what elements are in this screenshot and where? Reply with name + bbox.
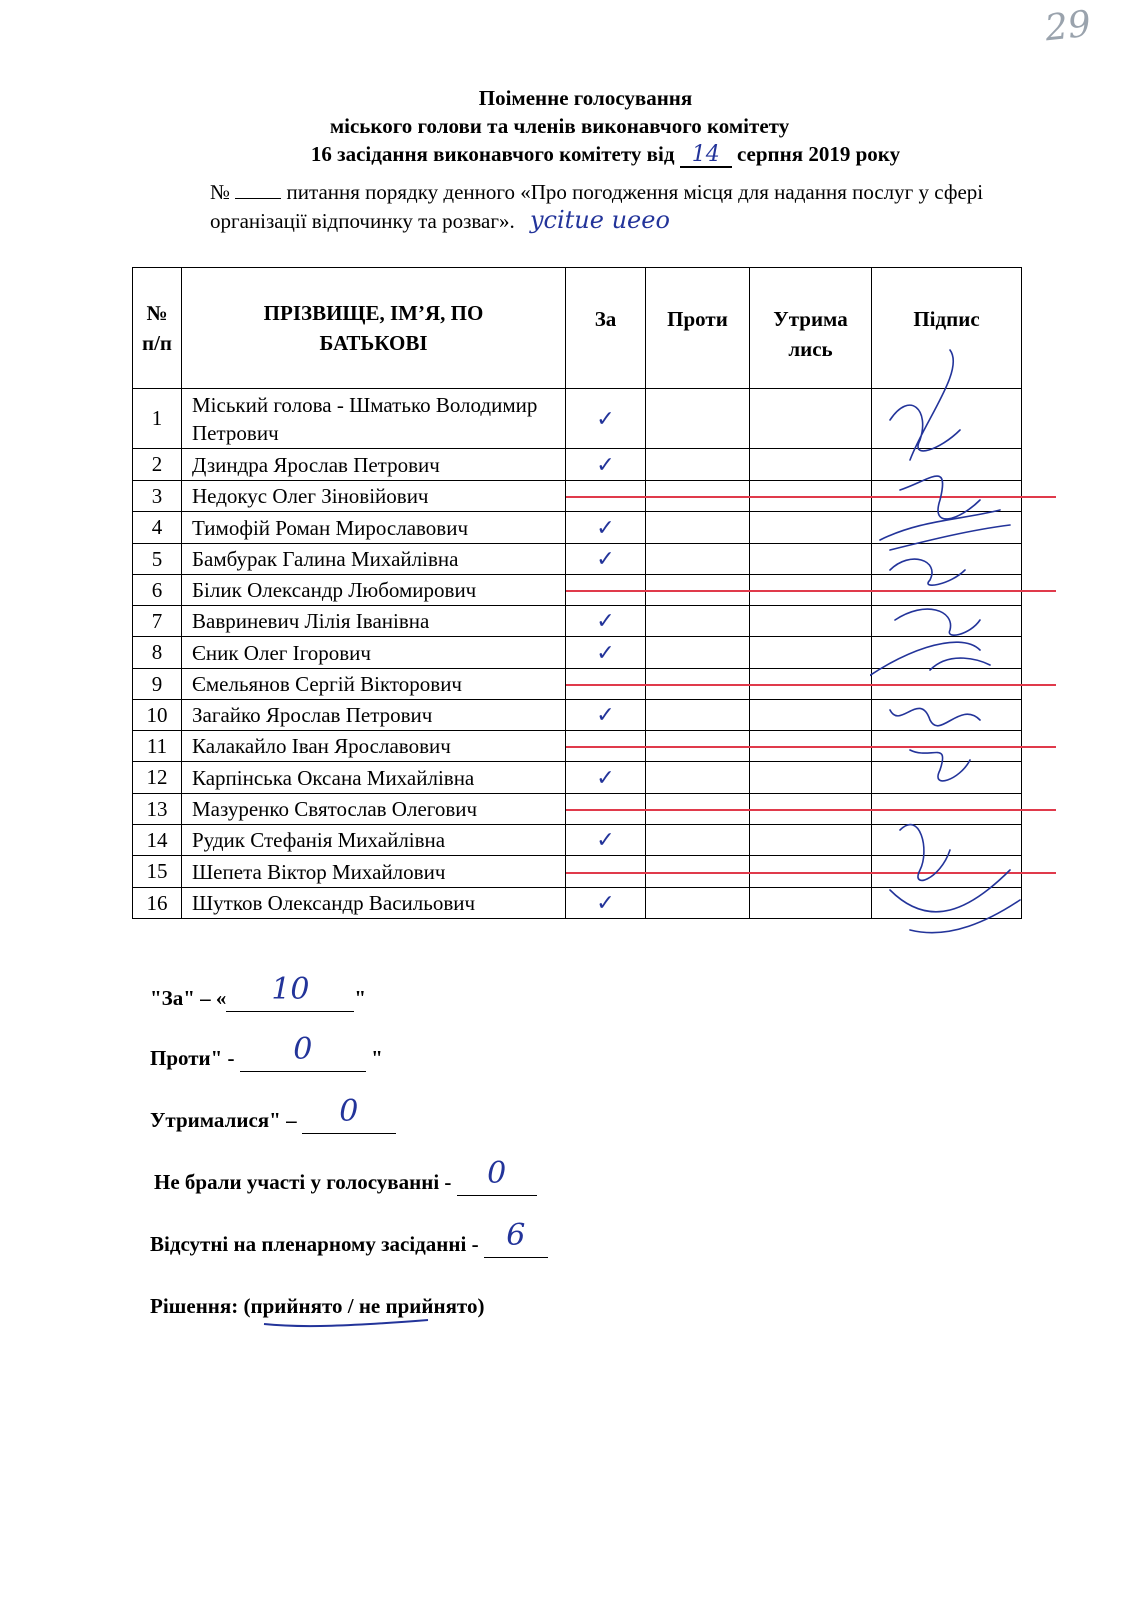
- row-vote-abstained: [750, 512, 872, 544]
- row-num: 7: [133, 606, 182, 637]
- totals-absent: [150, 1218, 548, 1258]
- row-vote-abstained: [750, 544, 872, 575]
- row-vote-for: ✓: [566, 888, 646, 919]
- totals-not-voted: [154, 1156, 537, 1196]
- meeting-label: 16 засідання виконавчого комітету від: [310, 142, 675, 166]
- row-vote-abstained: [750, 389, 872, 449]
- totals-absent-value: 6: [506, 1218, 526, 1253]
- row-vote-for: ✓: [566, 825, 646, 856]
- row-vote-abstained: [750, 637, 872, 669]
- decision-handwritten-underline: [262, 1316, 432, 1330]
- meeting-month-year: серпня 2019 року: [736, 142, 901, 166]
- row-num: 8: [133, 637, 182, 669]
- header-signature: Підпис: [872, 268, 1022, 389]
- row-name: Білик Олександр Любомирович: [182, 575, 566, 606]
- row-vote-for: ✓: [566, 700, 646, 731]
- agenda-subject: [210, 178, 1070, 235]
- header-meeting-date: [40, 140, 1131, 168]
- row-vote-against: [646, 700, 750, 731]
- document-header: [0, 84, 1131, 168]
- row-vote-abstained: [750, 762, 872, 794]
- row-name: Бамбурак Галина Михайлівна: [182, 544, 566, 575]
- row-vote-against: [646, 762, 750, 794]
- totals-abstained: [150, 1094, 396, 1134]
- totals-not-voted-label: Не брали участі у голосуванні -: [154, 1170, 452, 1194]
- totals-for-tail: ": [354, 986, 367, 1010]
- totals-against-value: 0: [293, 1032, 313, 1067]
- row-vote-for: ✓: [566, 449, 646, 481]
- row-num: 2: [133, 449, 182, 481]
- row-name: Шепета Віктор Михайлович: [182, 856, 566, 888]
- row-num: 16: [133, 888, 182, 919]
- row-vote-against: [646, 389, 750, 449]
- row-vote-against: [646, 888, 750, 919]
- row-num: 6: [133, 575, 182, 606]
- totals-for: [150, 972, 367, 1012]
- signatures-handwritten: [870, 290, 1060, 970]
- row-num: 3: [133, 481, 182, 512]
- row-vote-for: ✓: [566, 389, 646, 449]
- row-vote-against: [646, 637, 750, 669]
- row-name: Загайко Ярослав Петрович: [182, 700, 566, 731]
- row-vote-abstained: [750, 888, 872, 919]
- row-name: Міський голова - Шматько Володимир Петрович: [182, 389, 566, 449]
- header-num: № п/п: [133, 268, 182, 389]
- row-vote-for: ✓: [566, 544, 646, 575]
- handwritten-note: ycitue ueeo: [529, 206, 670, 234]
- row-num: 1: [133, 389, 182, 449]
- totals-absent-label: Відсутні на пленарному засіданні -: [150, 1232, 479, 1256]
- totals-not-voted-value: 0: [487, 1156, 507, 1191]
- totals-against-tail: ": [371, 1046, 383, 1070]
- row-vote-abstained: [750, 449, 872, 481]
- row-vote-against: [646, 512, 750, 544]
- header-name: ПРІЗВИЩЕ, ІМ’Я, ПО БАТЬКОВІ: [182, 268, 566, 389]
- row-num: 15: [133, 856, 182, 888]
- row-vote-against: [646, 544, 750, 575]
- row-name: Єник Олег Ігорович: [182, 637, 566, 669]
- totals-against-label: Проти" -: [150, 1046, 235, 1070]
- header-subtitle: міського голови та членів виконавчого комітету: [329, 114, 790, 138]
- header-against: Проти: [646, 268, 750, 389]
- row-name: Мазуренко Святослав Олегович: [182, 794, 566, 825]
- row-num: 5: [133, 544, 182, 575]
- header-abstained: Утрима лись: [750, 268, 872, 389]
- row-num: 13: [133, 794, 182, 825]
- row-vote-abstained: [750, 606, 872, 637]
- totals-abstained-value: 0: [339, 1094, 359, 1129]
- totals-for-label: "За" – «: [150, 986, 227, 1010]
- meeting-day-handwritten: 14: [680, 144, 732, 168]
- row-name: Недокус Олег Зіновійович: [182, 481, 566, 512]
- row-name: Тимофій Роман Мирославович: [182, 512, 566, 544]
- row-vote-abstained: [750, 700, 872, 731]
- header-title: Поіменне голосування: [478, 86, 693, 110]
- agenda-number-blank: [235, 198, 281, 199]
- row-vote-for: ✓: [566, 637, 646, 669]
- row-num: 11: [133, 731, 182, 762]
- row-num: 10: [133, 700, 182, 731]
- row-vote-for: ✓: [566, 762, 646, 794]
- row-name: Вавриневич Лілія Іванівна: [182, 606, 566, 637]
- row-name: Шутков Олександр Васильович: [182, 888, 566, 919]
- row-vote-for: ✓: [566, 512, 646, 544]
- totals-for-value: 10: [271, 972, 310, 1007]
- row-vote-against: [646, 825, 750, 856]
- row-name: Калакайло Іван Ярославович: [182, 731, 566, 762]
- row-num: 4: [133, 512, 182, 544]
- agenda-subject-text: питання порядку денного «Про погодження місця для надання послуг у сфері організації відпочинку та розваг».: [210, 180, 984, 233]
- row-vote-against: [646, 449, 750, 481]
- header-for: За: [566, 268, 646, 389]
- row-vote-abstained: [750, 825, 872, 856]
- totals-against: [150, 1032, 383, 1072]
- agenda-number-prefix: №: [210, 180, 231, 204]
- row-name: Ємельянов Сергій Вікторович: [182, 669, 566, 700]
- row-name: Карпінська Оксана Михайлівна: [182, 762, 566, 794]
- decision-label: Рішення:: [150, 1294, 239, 1318]
- row-vote-for: ✓: [566, 606, 646, 637]
- decision-options: (прийнято / не прийнято): [243, 1294, 485, 1318]
- row-name: Рудик Стефанія Михайлівна: [182, 825, 566, 856]
- row-num: 9: [133, 669, 182, 700]
- row-name: Дзиндра Ярослав Петрович: [182, 449, 566, 481]
- row-num: 14: [133, 825, 182, 856]
- row-num: 12: [133, 762, 182, 794]
- totals-abstained-label: Утрималися" –: [150, 1108, 297, 1132]
- row-vote-against: [646, 606, 750, 637]
- page-number: 29: [1043, 3, 1094, 50]
